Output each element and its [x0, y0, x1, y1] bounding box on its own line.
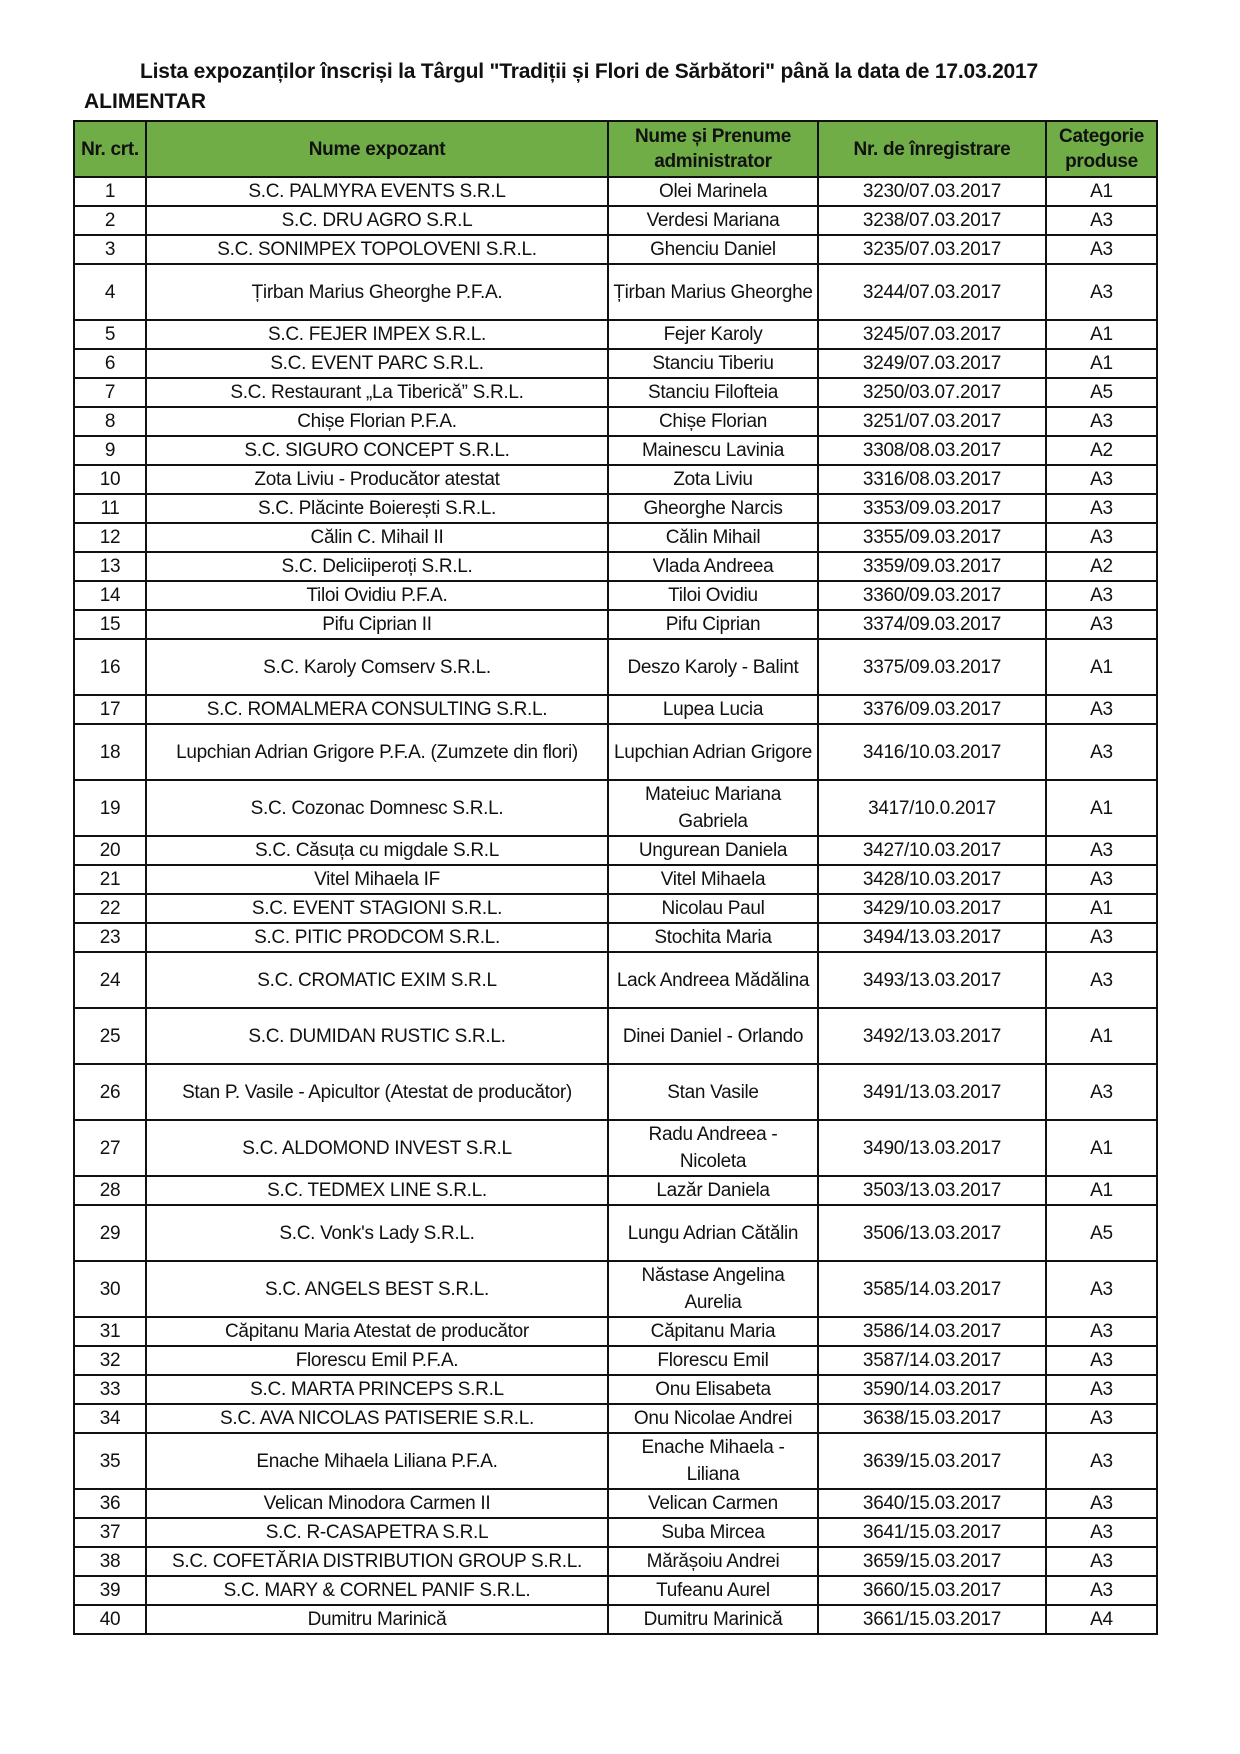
cell-administrator: Lungu Adrian Cătălin — [608, 1205, 818, 1261]
cell-nr-crt: 19 — [74, 780, 146, 836]
cell-categorie: A1 — [1046, 177, 1157, 206]
table-row — [74, 581, 1157, 610]
cell-nume-expozant: Dumitru Marinică — [146, 1605, 608, 1634]
cell-nume-expozant: Velican Minodora Carmen II — [146, 1489, 608, 1518]
cell-nr-inregistrare: 3659/15.03.2017 — [818, 1547, 1046, 1576]
cell-nr-crt: 8 — [74, 407, 146, 436]
cell-nr-crt: 6 — [74, 349, 146, 378]
cell-nume-expozant: S.C. Restaurant „La Tiberică” S.R.L. — [146, 378, 608, 407]
cell-administrator: Radu Andreea - Nicoleta — [608, 1120, 818, 1176]
cell-categorie: A2 — [1046, 552, 1157, 581]
cell-nume-expozant: S.C. CROMATIC EXIM S.R.L — [146, 952, 608, 1008]
table-row — [74, 695, 1157, 724]
table-row — [74, 836, 1157, 865]
cell-administrator: Dumitru Marinică — [608, 1605, 818, 1634]
cell-categorie: A3 — [1046, 1261, 1157, 1317]
table-row — [74, 1064, 1157, 1120]
cell-nr-crt: 2 — [74, 206, 146, 235]
cell-administrator: Stanciu Tiberiu — [608, 349, 818, 378]
cell-nr-inregistrare: 3585/14.03.2017 — [818, 1261, 1046, 1317]
cell-nr-crt: 4 — [74, 264, 146, 320]
cell-nr-inregistrare: 3490/13.03.2017 — [818, 1120, 1046, 1176]
cell-nr-crt: 22 — [74, 894, 146, 923]
cell-nr-crt: 27 — [74, 1120, 146, 1176]
cell-categorie: A1 — [1046, 320, 1157, 349]
cell-administrator: Pifu Ciprian — [608, 610, 818, 639]
cell-nr-inregistrare: 3641/15.03.2017 — [818, 1518, 1046, 1547]
cell-nr-inregistrare: 3590/14.03.2017 — [818, 1375, 1046, 1404]
cell-categorie: A3 — [1046, 407, 1157, 436]
table-row — [74, 177, 1157, 206]
table-row — [74, 1346, 1157, 1375]
cell-categorie: A1 — [1046, 1008, 1157, 1064]
cell-nume-expozant: S.C. PALMYRA EVENTS S.R.L — [146, 177, 608, 206]
cell-nr-crt: 38 — [74, 1547, 146, 1576]
cell-nr-inregistrare: 3376/09.03.2017 — [818, 695, 1046, 724]
cell-nr-inregistrare: 3503/13.03.2017 — [818, 1176, 1046, 1205]
cell-nume-expozant: Lupchian Adrian Grigore P.F.A. (Zumzete din flori) — [146, 724, 608, 780]
cell-nume-expozant: S.C. MARTA PRINCEPS S.R.L — [146, 1375, 608, 1404]
cell-nume-expozant: S.C. MARY & CORNEL PANIF S.R.L. — [146, 1576, 608, 1605]
cell-nume-expozant: Vitel Mihaela IF — [146, 865, 608, 894]
cell-categorie: A3 — [1046, 465, 1157, 494]
cell-administrator: Ghenciu Daniel — [608, 235, 818, 264]
cell-nr-inregistrare: 3416/10.03.2017 — [818, 724, 1046, 780]
cell-nr-inregistrare: 3660/15.03.2017 — [818, 1576, 1046, 1605]
cell-nr-inregistrare: 3417/10.0.2017 — [818, 780, 1046, 836]
cell-nr-crt: 7 — [74, 378, 146, 407]
table-row — [74, 1008, 1157, 1064]
cell-nr-crt: 31 — [74, 1317, 146, 1346]
cell-nr-inregistrare: 3244/07.03.2017 — [818, 264, 1046, 320]
header-nr-inregistrare: Nr. de înregistrare — [818, 121, 1046, 177]
cell-categorie: A3 — [1046, 695, 1157, 724]
cell-administrator: Enache Mihaela - Liliana — [608, 1433, 818, 1489]
cell-nr-inregistrare: 3491/13.03.2017 — [818, 1064, 1046, 1120]
cell-nr-crt: 18 — [74, 724, 146, 780]
cell-administrator: Nicolau Paul — [608, 894, 818, 923]
cell-nume-expozant: Zota Liviu - Producător atestat — [146, 465, 608, 494]
cell-nr-crt: 13 — [74, 552, 146, 581]
cell-categorie: A1 — [1046, 349, 1157, 378]
cell-categorie: A3 — [1046, 206, 1157, 235]
cell-categorie: A3 — [1046, 581, 1157, 610]
cell-administrator: Dinei Daniel - Orlando — [608, 1008, 818, 1064]
cell-nume-expozant: S.C. COFETĂRIA DISTRIBUTION GROUP S.R.L. — [146, 1547, 608, 1576]
cell-nr-crt: 29 — [74, 1205, 146, 1261]
table-row — [74, 1605, 1157, 1634]
cell-nume-expozant: S.C. Vonk's Lady S.R.L. — [146, 1205, 608, 1261]
exhibitors-table — [73, 120, 1158, 1635]
table-row — [74, 523, 1157, 552]
cell-administrator: Stochita Maria — [608, 923, 818, 952]
cell-nr-crt: 3 — [74, 235, 146, 264]
cell-administrator: Suba Mircea — [608, 1518, 818, 1547]
cell-nr-inregistrare: 3353/09.03.2017 — [818, 494, 1046, 523]
cell-nume-expozant: S.C. EVENT STAGIONI S.R.L. — [146, 894, 608, 923]
cell-categorie: A3 — [1046, 836, 1157, 865]
cell-nr-inregistrare: 3245/07.03.2017 — [818, 320, 1046, 349]
table-row — [74, 1489, 1157, 1518]
cell-nr-crt: 24 — [74, 952, 146, 1008]
cell-nume-expozant: S.C. DUMIDAN RUSTIC S.R.L. — [146, 1008, 608, 1064]
cell-nr-inregistrare: 3661/15.03.2017 — [818, 1605, 1046, 1634]
table-row — [74, 1375, 1157, 1404]
cell-nume-expozant: Enache Mihaela Liliana P.F.A. — [146, 1433, 608, 1489]
table-row — [74, 494, 1157, 523]
table-row — [74, 465, 1157, 494]
table-row — [74, 1317, 1157, 1346]
cell-administrator: Fejer Karoly — [608, 320, 818, 349]
cell-nr-inregistrare: 3640/15.03.2017 — [818, 1489, 1046, 1518]
cell-nume-expozant: S.C. AVA NICOLAS PATISERIE S.R.L. — [146, 1404, 608, 1433]
cell-categorie: A3 — [1046, 724, 1157, 780]
cell-administrator: Chișe Florian — [608, 407, 818, 436]
cell-categorie: A3 — [1046, 610, 1157, 639]
header-nr-crt: Nr. crt. — [74, 121, 146, 177]
cell-nr-inregistrare: 3308/08.03.2017 — [818, 436, 1046, 465]
cell-categorie: A3 — [1046, 1518, 1157, 1547]
cell-administrator: Vlada Andreea — [608, 552, 818, 581]
cell-nr-inregistrare: 3506/13.03.2017 — [818, 1205, 1046, 1261]
cell-nr-crt: 15 — [74, 610, 146, 639]
cell-nume-expozant: S.C. ALDOMOND INVEST S.R.L — [146, 1120, 608, 1176]
cell-nr-inregistrare: 3586/14.03.2017 — [818, 1317, 1046, 1346]
document-title: Lista expozanților înscriși la Târgul "Tradiții și Flori de Sărbători" până la data de 17.03.2017 — [140, 60, 1038, 83]
table-row — [74, 1518, 1157, 1547]
table-row — [74, 407, 1157, 436]
cell-nr-crt: 35 — [74, 1433, 146, 1489]
cell-nr-crt: 26 — [74, 1064, 146, 1120]
cell-nume-expozant: S.C. SONIMPEX TOPOLOVENI S.R.L. — [146, 235, 608, 264]
cell-categorie: A3 — [1046, 1576, 1157, 1605]
cell-administrator: Tiloi Ovidiu — [608, 581, 818, 610]
table-row — [74, 552, 1157, 581]
cell-categorie: A3 — [1046, 1404, 1157, 1433]
cell-nume-expozant: Pifu Ciprian II — [146, 610, 608, 639]
table-row — [74, 1547, 1157, 1576]
cell-nr-crt: 33 — [74, 1375, 146, 1404]
cell-nume-expozant: S.C. ROMALMERA CONSULTING S.R.L. — [146, 695, 608, 724]
cell-categorie: A3 — [1046, 1489, 1157, 1518]
cell-nume-expozant: S.C. TEDMEX LINE S.R.L. — [146, 1176, 608, 1205]
cell-categorie: A3 — [1046, 1346, 1157, 1375]
cell-nr-crt: 37 — [74, 1518, 146, 1547]
table-body — [74, 177, 1157, 1634]
cell-administrator: Stan Vasile — [608, 1064, 818, 1120]
cell-nume-expozant: S.C. Deliciiperoți S.R.L. — [146, 552, 608, 581]
cell-nume-expozant: S.C. ANGELS BEST S.R.L. — [146, 1261, 608, 1317]
cell-nr-crt: 23 — [74, 923, 146, 952]
table-row — [74, 1205, 1157, 1261]
cell-administrator: Călin Mihail — [608, 523, 818, 552]
cell-categorie: A3 — [1046, 523, 1157, 552]
cell-nume-expozant: Călin C. Mihail II — [146, 523, 608, 552]
cell-nume-expozant: Chișe Florian P.F.A. — [146, 407, 608, 436]
cell-categorie: A3 — [1046, 1433, 1157, 1489]
table-row — [74, 436, 1157, 465]
cell-nume-expozant: S.C. EVENT PARC S.R.L. — [146, 349, 608, 378]
cell-nume-expozant: Tiloi Ovidiu P.F.A. — [146, 581, 608, 610]
table-row — [74, 1404, 1157, 1433]
cell-nr-inregistrare: 3638/15.03.2017 — [818, 1404, 1046, 1433]
table-row — [74, 235, 1157, 264]
cell-nume-expozant: Stan P. Vasile - Apicultor (Atestat de producător) — [146, 1064, 608, 1120]
table-row — [74, 865, 1157, 894]
cell-administrator: Verdesi Mariana — [608, 206, 818, 235]
cell-nume-expozant: S.C. FEJER IMPEX S.R.L. — [146, 320, 608, 349]
table-row — [74, 378, 1157, 407]
cell-administrator: Mateiuc Mariana Gabriela — [608, 780, 818, 836]
cell-nr-crt: 34 — [74, 1404, 146, 1433]
cell-nr-crt: 1 — [74, 177, 146, 206]
cell-nr-crt: 14 — [74, 581, 146, 610]
cell-administrator: Florescu Emil — [608, 1346, 818, 1375]
cell-categorie: A4 — [1046, 1605, 1157, 1634]
cell-administrator: Lack Andreea Mădălina — [608, 952, 818, 1008]
cell-nr-inregistrare: 3316/08.03.2017 — [818, 465, 1046, 494]
cell-nr-inregistrare: 3493/13.03.2017 — [818, 952, 1046, 1008]
table-row — [74, 1120, 1157, 1176]
cell-nume-expozant: Țirban Marius Gheorghe P.F.A. — [146, 264, 608, 320]
cell-nr-inregistrare: 3427/10.03.2017 — [818, 836, 1046, 865]
cell-nume-expozant: Florescu Emil P.F.A. — [146, 1346, 608, 1375]
cell-nr-crt: 16 — [74, 639, 146, 695]
cell-nr-crt: 30 — [74, 1261, 146, 1317]
table-row — [74, 1261, 1157, 1317]
cell-nr-crt: 36 — [74, 1489, 146, 1518]
cell-categorie: A3 — [1046, 1547, 1157, 1576]
cell-administrator: Lupchian Adrian Grigore — [608, 724, 818, 780]
cell-nume-expozant: S.C. R-CASAPETRA S.R.L — [146, 1518, 608, 1547]
cell-categorie: A5 — [1046, 378, 1157, 407]
table-row — [74, 1433, 1157, 1489]
cell-administrator: Năstase Angelina Aurelia — [608, 1261, 818, 1317]
cell-nr-inregistrare: 3359/09.03.2017 — [818, 552, 1046, 581]
cell-categorie: A3 — [1046, 1064, 1157, 1120]
cell-nume-expozant: S.C. DRU AGRO S.R.L — [146, 206, 608, 235]
cell-categorie: A3 — [1046, 1375, 1157, 1404]
cell-administrator: Velican Carmen — [608, 1489, 818, 1518]
header-nume-expozant: Nume expozant — [146, 121, 608, 177]
cell-administrator: Olei Marinela — [608, 177, 818, 206]
cell-administrator: Țirban Marius Gheorghe — [608, 264, 818, 320]
cell-nume-expozant: S.C. Căsuța cu migdale S.R.L — [146, 836, 608, 865]
cell-nr-inregistrare: 3360/09.03.2017 — [818, 581, 1046, 610]
cell-categorie: A1 — [1046, 894, 1157, 923]
cell-nr-crt: 11 — [74, 494, 146, 523]
cell-nr-crt: 20 — [74, 836, 146, 865]
table-row — [74, 724, 1157, 780]
cell-nr-inregistrare: 3249/07.03.2017 — [818, 349, 1046, 378]
cell-nr-crt: 28 — [74, 1176, 146, 1205]
section-heading: ALIMENTAR — [84, 90, 207, 113]
cell-nr-inregistrare: 3374/09.03.2017 — [818, 610, 1046, 639]
cell-nr-inregistrare: 3235/07.03.2017 — [818, 235, 1046, 264]
cell-nr-crt: 17 — [74, 695, 146, 724]
cell-administrator: Tufeanu Aurel — [608, 1576, 818, 1605]
cell-nr-crt: 5 — [74, 320, 146, 349]
cell-nr-crt: 25 — [74, 1008, 146, 1064]
cell-administrator: Mainescu Lavinia — [608, 436, 818, 465]
cell-administrator: Zota Liviu — [608, 465, 818, 494]
cell-nume-expozant: S.C. PITIC PRODCOM S.R.L. — [146, 923, 608, 952]
cell-administrator: Gheorghe Narcis — [608, 494, 818, 523]
cell-nr-inregistrare: 3587/14.03.2017 — [818, 1346, 1046, 1375]
cell-nume-expozant: S.C. SIGURO CONCEPT S.R.L. — [146, 436, 608, 465]
cell-nr-crt: 39 — [74, 1576, 146, 1605]
cell-nr-inregistrare: 3250/03.07.2017 — [818, 378, 1046, 407]
cell-administrator: Lazăr Daniela — [608, 1176, 818, 1205]
cell-nr-inregistrare: 3355/09.03.2017 — [818, 523, 1046, 552]
cell-administrator: Vitel Mihaela — [608, 865, 818, 894]
cell-nume-expozant: Căpitanu Maria Atestat de producător — [146, 1317, 608, 1346]
cell-nume-expozant: S.C. Cozonac Domnesc S.R.L. — [146, 780, 608, 836]
cell-nr-inregistrare: 3492/13.03.2017 — [818, 1008, 1046, 1064]
cell-nr-inregistrare: 3375/09.03.2017 — [818, 639, 1046, 695]
cell-nr-crt: 10 — [74, 465, 146, 494]
cell-nume-expozant: S.C. Karoly Comserv S.R.L. — [146, 639, 608, 695]
cell-nr-crt: 12 — [74, 523, 146, 552]
cell-administrator: Onu Elisabeta — [608, 1375, 818, 1404]
cell-categorie: A1 — [1046, 780, 1157, 836]
header-administrator: Nume și Prenume administrator — [608, 121, 818, 177]
cell-nr-crt: 21 — [74, 865, 146, 894]
cell-nr-crt: 32 — [74, 1346, 146, 1375]
cell-nr-crt: 9 — [74, 436, 146, 465]
table-row — [74, 610, 1157, 639]
cell-administrator: Lupea Lucia — [608, 695, 818, 724]
cell-categorie: A2 — [1046, 436, 1157, 465]
cell-administrator: Mărășoiu Andrei — [608, 1547, 818, 1576]
cell-nr-crt: 40 — [74, 1605, 146, 1634]
cell-categorie: A3 — [1046, 865, 1157, 894]
table-row — [74, 952, 1157, 1008]
cell-administrator: Deszo Karoly - Balint — [608, 639, 818, 695]
cell-nr-inregistrare: 3251/07.03.2017 — [818, 407, 1046, 436]
cell-categorie: A3 — [1046, 235, 1157, 264]
cell-categorie: A3 — [1046, 923, 1157, 952]
cell-nr-inregistrare: 3230/07.03.2017 — [818, 177, 1046, 206]
cell-nr-inregistrare: 3428/10.03.2017 — [818, 865, 1046, 894]
cell-categorie: A5 — [1046, 1205, 1157, 1261]
cell-nume-expozant: S.C. Plăcinte Boierești S.R.L. — [146, 494, 608, 523]
cell-categorie: A3 — [1046, 494, 1157, 523]
table-row — [74, 320, 1157, 349]
cell-categorie: A3 — [1046, 1317, 1157, 1346]
cell-nr-inregistrare: 3429/10.03.2017 — [818, 894, 1046, 923]
table-row — [74, 349, 1157, 378]
cell-categorie: A3 — [1046, 264, 1157, 320]
cell-nr-inregistrare: 3494/13.03.2017 — [818, 923, 1046, 952]
cell-nr-inregistrare: 3639/15.03.2017 — [818, 1433, 1046, 1489]
table-row — [74, 639, 1157, 695]
cell-administrator: Stanciu Filofteia — [608, 378, 818, 407]
header-categorie: Categorie produse — [1046, 121, 1157, 177]
cell-administrator: Căpitanu Maria — [608, 1317, 818, 1346]
cell-nr-inregistrare: 3238/07.03.2017 — [818, 206, 1046, 235]
cell-categorie: A1 — [1046, 639, 1157, 695]
cell-categorie: A1 — [1046, 1120, 1157, 1176]
table-header-row — [74, 121, 1157, 177]
table-row — [74, 1176, 1157, 1205]
table-row — [74, 1576, 1157, 1605]
cell-administrator: Onu Nicolae Andrei — [608, 1404, 818, 1433]
table-row — [74, 206, 1157, 235]
table-row — [74, 264, 1157, 320]
table-row — [74, 923, 1157, 952]
table-row — [74, 894, 1157, 923]
cell-categorie: A1 — [1046, 1176, 1157, 1205]
cell-administrator: Ungurean Daniela — [608, 836, 818, 865]
cell-categorie: A3 — [1046, 952, 1157, 1008]
table-row — [74, 780, 1157, 836]
